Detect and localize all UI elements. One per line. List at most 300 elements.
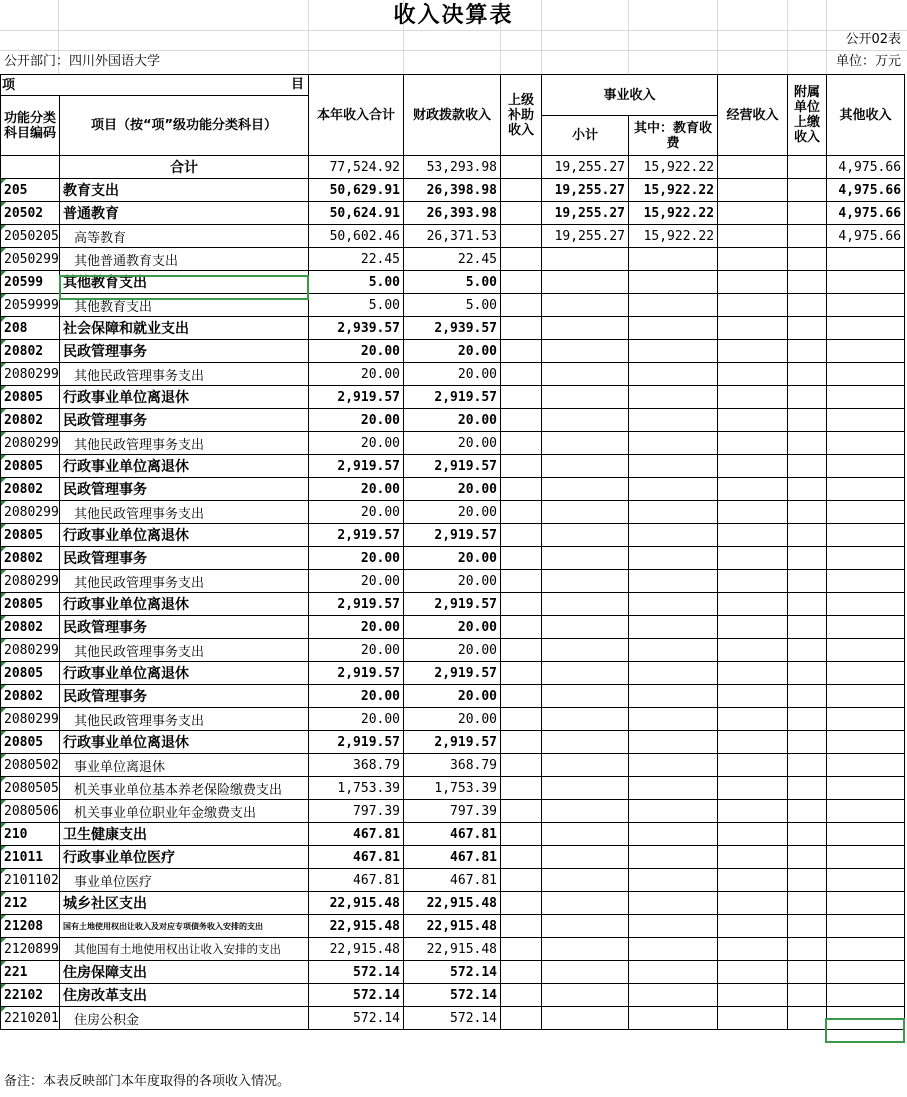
item-name-cell[interactable]: 其他民政管理事务支出	[60, 639, 309, 662]
total-cell[interactable]: 20.00	[309, 547, 404, 570]
code-cell[interactable]: 2080299	[1, 501, 60, 524]
operating-cell[interactable]	[718, 593, 788, 616]
affiliate-cell[interactable]	[788, 156, 827, 179]
other-cell[interactable]	[827, 478, 905, 501]
superior-cell[interactable]	[501, 409, 542, 432]
affiliate-cell[interactable]	[788, 455, 827, 478]
operating-cell[interactable]	[718, 225, 788, 248]
other-cell[interactable]	[827, 708, 905, 731]
affiliate-cell[interactable]	[788, 317, 827, 340]
code-cell[interactable]: 2080299	[1, 570, 60, 593]
fiscal-cell[interactable]: 20.00	[404, 501, 501, 524]
superior-cell[interactable]	[501, 179, 542, 202]
operating-cell[interactable]	[718, 340, 788, 363]
subtotal-cell[interactable]	[542, 317, 629, 340]
affiliate-cell[interactable]	[788, 570, 827, 593]
item-name-cell[interactable]: 民政管理事务	[60, 340, 309, 363]
code-cell[interactable]: 20802	[1, 340, 60, 363]
header-affiliate[interactable]: 附属单位上缴收入	[788, 75, 827, 156]
total-cell[interactable]: 20.00	[309, 432, 404, 455]
affiliate-cell[interactable]	[788, 754, 827, 777]
other-cell[interactable]	[827, 501, 905, 524]
superior-cell[interactable]	[501, 524, 542, 547]
affiliate-cell[interactable]	[788, 409, 827, 432]
header-edu-fee[interactable]: 其中：教育收费	[629, 116, 718, 156]
edu-fee-cell[interactable]	[629, 846, 718, 869]
subtotal-cell[interactable]	[542, 823, 629, 846]
superior-cell[interactable]	[501, 570, 542, 593]
item-name-cell[interactable]: 社会保障和就业支出	[60, 317, 309, 340]
total-cell[interactable]: 50,624.91	[309, 202, 404, 225]
edu-fee-cell[interactable]	[629, 1007, 718, 1030]
edu-fee-cell[interactable]	[629, 363, 718, 386]
other-cell[interactable]	[827, 386, 905, 409]
edu-fee-cell[interactable]	[629, 984, 718, 1007]
item-name-cell[interactable]: 其他民政管理事务支出	[60, 501, 309, 524]
superior-cell[interactable]	[501, 386, 542, 409]
code-cell[interactable]: 20502	[1, 202, 60, 225]
subtotal-cell[interactable]	[542, 846, 629, 869]
superior-cell[interactable]	[501, 478, 542, 501]
total-cell[interactable]: 2,919.57	[309, 524, 404, 547]
fiscal-cell[interactable]: 20.00	[404, 685, 501, 708]
item-name-cell[interactable]: 行政事业单位医疗	[60, 846, 309, 869]
item-name-cell[interactable]: 民政管理事务	[60, 616, 309, 639]
edu-fee-cell[interactable]	[629, 754, 718, 777]
item-name-cell[interactable]: 教育支出	[60, 179, 309, 202]
other-cell[interactable]	[827, 846, 905, 869]
item-name-cell[interactable]: 住房改革支出	[60, 984, 309, 1007]
operating-cell[interactable]	[718, 409, 788, 432]
edu-fee-cell[interactable]	[629, 869, 718, 892]
fiscal-cell[interactable]: 1,753.39	[404, 777, 501, 800]
fiscal-cell[interactable]: 22,915.48	[404, 938, 501, 961]
fiscal-cell[interactable]: 22,915.48	[404, 915, 501, 938]
superior-cell[interactable]	[501, 662, 542, 685]
code-cell[interactable]: 2120899	[1, 938, 60, 961]
edu-fee-cell[interactable]: 15,922.22	[629, 156, 718, 179]
code-cell[interactable]: 20805	[1, 386, 60, 409]
total-cell[interactable]: 2,919.57	[309, 386, 404, 409]
fiscal-cell[interactable]: 572.14	[404, 961, 501, 984]
code-cell[interactable]: 2101102	[1, 869, 60, 892]
code-cell[interactable]: 20805	[1, 593, 60, 616]
subtotal-cell[interactable]	[542, 685, 629, 708]
item-name-cell[interactable]: 行政事业单位离退休	[60, 524, 309, 547]
total-cell[interactable]: 368.79	[309, 754, 404, 777]
header-other[interactable]: 其他收入	[827, 75, 905, 156]
other-cell[interactable]	[827, 938, 905, 961]
other-cell[interactable]	[827, 547, 905, 570]
affiliate-cell[interactable]	[788, 202, 827, 225]
edu-fee-cell[interactable]	[629, 340, 718, 363]
edu-fee-cell[interactable]	[629, 639, 718, 662]
operating-cell[interactable]	[718, 639, 788, 662]
item-name-cell[interactable]: 行政事业单位离退休	[60, 662, 309, 685]
superior-cell[interactable]	[501, 915, 542, 938]
other-cell[interactable]	[827, 823, 905, 846]
fiscal-cell[interactable]: 20.00	[404, 409, 501, 432]
code-cell[interactable]: 2050299	[1, 248, 60, 271]
edu-fee-cell[interactable]	[629, 938, 718, 961]
edu-fee-cell[interactable]	[629, 547, 718, 570]
subtotal-cell[interactable]	[542, 616, 629, 639]
item-name-cell[interactable]: 民政管理事务	[60, 478, 309, 501]
affiliate-cell[interactable]	[788, 800, 827, 823]
operating-cell[interactable]	[718, 777, 788, 800]
total-cell[interactable]: 2,919.57	[309, 662, 404, 685]
code-cell[interactable]: 21011	[1, 846, 60, 869]
fiscal-cell[interactable]: 20.00	[404, 363, 501, 386]
superior-cell[interactable]	[501, 455, 542, 478]
other-cell[interactable]	[827, 639, 905, 662]
superior-cell[interactable]	[501, 363, 542, 386]
superior-cell[interactable]	[501, 294, 542, 317]
total-cell[interactable]: 20.00	[309, 409, 404, 432]
affiliate-cell[interactable]	[788, 340, 827, 363]
subtotal-cell[interactable]	[542, 501, 629, 524]
header-fiscal[interactable]: 财政拨款收入	[404, 75, 501, 156]
fiscal-cell[interactable]: 20.00	[404, 340, 501, 363]
operating-cell[interactable]	[718, 915, 788, 938]
subtotal-cell[interactable]	[542, 570, 629, 593]
other-cell[interactable]	[827, 271, 905, 294]
subtotal-cell[interactable]	[542, 271, 629, 294]
header-item-cell[interactable]	[1, 75, 309, 96]
subtotal-cell[interactable]	[542, 777, 629, 800]
total-cell[interactable]: 20.00	[309, 616, 404, 639]
superior-cell[interactable]	[501, 777, 542, 800]
fiscal-cell[interactable]: 2,919.57	[404, 386, 501, 409]
fiscal-cell[interactable]: 2,919.57	[404, 524, 501, 547]
edu-fee-cell[interactable]	[629, 823, 718, 846]
other-cell[interactable]	[827, 593, 905, 616]
code-cell[interactable]: 20802	[1, 616, 60, 639]
operating-cell[interactable]	[718, 1007, 788, 1030]
affiliate-cell[interactable]	[788, 524, 827, 547]
operating-cell[interactable]	[718, 501, 788, 524]
superior-cell[interactable]	[501, 501, 542, 524]
fiscal-cell[interactable]: 22.45	[404, 248, 501, 271]
other-cell[interactable]	[827, 616, 905, 639]
superior-cell[interactable]	[501, 317, 542, 340]
fiscal-cell[interactable]: 368.79	[404, 754, 501, 777]
fiscal-cell[interactable]: 5.00	[404, 271, 501, 294]
other-cell[interactable]	[827, 248, 905, 271]
code-cell[interactable]: 2210201	[1, 1007, 60, 1030]
total-cell[interactable]: 467.81	[309, 869, 404, 892]
item-name-cell[interactable]: 行政事业单位离退休	[60, 593, 309, 616]
header-total[interactable]: 本年收入合计	[309, 75, 404, 156]
affiliate-cell[interactable]	[788, 984, 827, 1007]
item-name-cell[interactable]: 卫生健康支出	[60, 823, 309, 846]
superior-cell[interactable]	[501, 754, 542, 777]
subtotal-cell[interactable]: 19,255.27	[542, 179, 629, 202]
fiscal-cell[interactable]: 2,919.57	[404, 455, 501, 478]
fiscal-cell[interactable]: 26,393.98	[404, 202, 501, 225]
affiliate-cell[interactable]	[788, 869, 827, 892]
code-cell[interactable]: 221	[1, 961, 60, 984]
subtotal-cell[interactable]	[542, 386, 629, 409]
fiscal-cell[interactable]: 572.14	[404, 1007, 501, 1030]
total-cell[interactable]: 22,915.48	[309, 938, 404, 961]
subtotal-cell[interactable]	[542, 294, 629, 317]
affiliate-cell[interactable]	[788, 294, 827, 317]
other-cell[interactable]	[827, 294, 905, 317]
total-cell[interactable]: 5.00	[309, 294, 404, 317]
total-cell[interactable]: 20.00	[309, 685, 404, 708]
superior-cell[interactable]	[501, 202, 542, 225]
superior-cell[interactable]	[501, 846, 542, 869]
header-business[interactable]: 事业收入	[542, 75, 718, 116]
affiliate-cell[interactable]	[788, 892, 827, 915]
total-cell[interactable]: 77,524.92	[309, 156, 404, 179]
affiliate-cell[interactable]	[788, 248, 827, 271]
operating-cell[interactable]	[718, 478, 788, 501]
affiliate-cell[interactable]	[788, 639, 827, 662]
affiliate-cell[interactable]	[788, 915, 827, 938]
fiscal-cell[interactable]: 22,915.48	[404, 892, 501, 915]
item-name-cell[interactable]: 其他民政管理事务支出	[60, 708, 309, 731]
total-cell[interactable]: 2,919.57	[309, 731, 404, 754]
fiscal-cell[interactable]: 2,919.57	[404, 731, 501, 754]
other-cell[interactable]	[827, 915, 905, 938]
code-cell[interactable]: 212	[1, 892, 60, 915]
other-cell[interactable]	[827, 340, 905, 363]
edu-fee-cell[interactable]	[629, 616, 718, 639]
subtotal-cell[interactable]	[542, 593, 629, 616]
subtotal-cell[interactable]	[542, 869, 629, 892]
code-cell[interactable]: 2080506	[1, 800, 60, 823]
item-name-cell[interactable]: 民政管理事务	[60, 409, 309, 432]
edu-fee-cell[interactable]	[629, 317, 718, 340]
affiliate-cell[interactable]	[788, 547, 827, 570]
operating-cell[interactable]	[718, 754, 788, 777]
item-name-cell[interactable]: 住房保障支出	[60, 961, 309, 984]
affiliate-cell[interactable]	[788, 938, 827, 961]
other-cell[interactable]	[827, 800, 905, 823]
item-name-cell[interactable]: 城乡社区支出	[60, 892, 309, 915]
operating-cell[interactable]	[718, 892, 788, 915]
edu-fee-cell[interactable]	[629, 455, 718, 478]
subtotal-cell[interactable]	[542, 1007, 629, 1030]
other-cell[interactable]: 4,975.66	[827, 179, 905, 202]
total-cell[interactable]: 797.39	[309, 800, 404, 823]
item-name-cell[interactable]: 行政事业单位离退休	[60, 731, 309, 754]
subtotal-cell[interactable]	[542, 800, 629, 823]
total-cell[interactable]: 50,629.91	[309, 179, 404, 202]
edu-fee-cell[interactable]	[629, 777, 718, 800]
item-name-cell[interactable]: 机关事业单位基本养老保险缴费支出	[60, 777, 309, 800]
total-cell[interactable]: 20.00	[309, 340, 404, 363]
operating-cell[interactable]	[718, 846, 788, 869]
subtotal-cell[interactable]	[542, 938, 629, 961]
total-cell[interactable]: 467.81	[309, 823, 404, 846]
other-cell[interactable]: 4,975.66	[827, 156, 905, 179]
fiscal-cell[interactable]: 26,398.98	[404, 179, 501, 202]
edu-fee-cell[interactable]	[629, 501, 718, 524]
edu-fee-cell[interactable]	[629, 432, 718, 455]
other-cell[interactable]	[827, 662, 905, 685]
total-cell[interactable]: 572.14	[309, 984, 404, 1007]
operating-cell[interactable]	[718, 248, 788, 271]
total-cell[interactable]: 22,915.48	[309, 915, 404, 938]
subtotal-cell[interactable]	[542, 547, 629, 570]
affiliate-cell[interactable]	[788, 823, 827, 846]
affiliate-cell[interactable]	[788, 708, 827, 731]
code-cell[interactable]: 20805	[1, 662, 60, 685]
superior-cell[interactable]	[501, 823, 542, 846]
total-cell[interactable]: 1,753.39	[309, 777, 404, 800]
superior-cell[interactable]	[501, 892, 542, 915]
superior-cell[interactable]	[501, 639, 542, 662]
item-name-cell[interactable]: 行政事业单位离退休	[60, 386, 309, 409]
other-cell[interactable]	[827, 1007, 905, 1030]
other-cell[interactable]	[827, 409, 905, 432]
subtotal-cell[interactable]	[542, 524, 629, 547]
header-name[interactable]: 项目（按“项”级功能分类科目）	[60, 96, 309, 156]
total-cell[interactable]: 467.81	[309, 846, 404, 869]
item-name-cell[interactable]: 行政事业单位离退休	[60, 455, 309, 478]
item-name-cell[interactable]: 其他教育支出	[60, 294, 309, 317]
edu-fee-cell[interactable]	[629, 593, 718, 616]
other-cell[interactable]	[827, 892, 905, 915]
code-cell[interactable]: 20802	[1, 685, 60, 708]
code-cell[interactable]	[1, 156, 60, 179]
superior-cell[interactable]	[501, 340, 542, 363]
affiliate-cell[interactable]	[788, 225, 827, 248]
fiscal-cell[interactable]: 467.81	[404, 823, 501, 846]
code-cell[interactable]: 22102	[1, 984, 60, 1007]
subtotal-cell[interactable]	[542, 409, 629, 432]
superior-cell[interactable]	[501, 225, 542, 248]
item-name-cell[interactable]: 合计	[60, 156, 309, 179]
edu-fee-cell[interactable]	[629, 708, 718, 731]
affiliate-cell[interactable]	[788, 777, 827, 800]
item-name-cell[interactable]: 住房公积金	[60, 1007, 309, 1030]
item-name-cell[interactable]: 其他教育支出	[60, 271, 309, 294]
affiliate-cell[interactable]	[788, 593, 827, 616]
fiscal-cell[interactable]: 26,371.53	[404, 225, 501, 248]
code-cell[interactable]: 2080299	[1, 639, 60, 662]
subtotal-cell[interactable]	[542, 754, 629, 777]
affiliate-cell[interactable]	[788, 432, 827, 455]
other-cell[interactable]: 4,975.66	[827, 225, 905, 248]
other-cell[interactable]	[827, 869, 905, 892]
edu-fee-cell[interactable]	[629, 524, 718, 547]
fiscal-cell[interactable]: 797.39	[404, 800, 501, 823]
operating-cell[interactable]	[718, 731, 788, 754]
edu-fee-cell[interactable]	[629, 685, 718, 708]
edu-fee-cell[interactable]	[629, 386, 718, 409]
fiscal-cell[interactable]: 467.81	[404, 869, 501, 892]
other-cell[interactable]	[827, 961, 905, 984]
edu-fee-cell[interactable]	[629, 248, 718, 271]
code-cell[interactable]: 2080299	[1, 363, 60, 386]
edu-fee-cell[interactable]	[629, 294, 718, 317]
subtotal-cell[interactable]	[542, 432, 629, 455]
operating-cell[interactable]	[718, 800, 788, 823]
operating-cell[interactable]	[718, 823, 788, 846]
code-cell[interactable]: 2080502	[1, 754, 60, 777]
affiliate-cell[interactable]	[788, 616, 827, 639]
operating-cell[interactable]	[718, 271, 788, 294]
code-cell[interactable]: 20805	[1, 524, 60, 547]
superior-cell[interactable]	[501, 1007, 542, 1030]
other-cell[interactable]	[827, 731, 905, 754]
fiscal-cell[interactable]: 467.81	[404, 846, 501, 869]
other-cell[interactable]	[827, 432, 905, 455]
code-cell[interactable]: 20802	[1, 547, 60, 570]
subtotal-cell[interactable]	[542, 363, 629, 386]
item-name-cell[interactable]: 其他民政管理事务支出	[60, 432, 309, 455]
operating-cell[interactable]	[718, 708, 788, 731]
item-name-cell[interactable]: 机关事业单位职业年金缴费支出	[60, 800, 309, 823]
subtotal-cell[interactable]	[542, 455, 629, 478]
superior-cell[interactable]	[501, 685, 542, 708]
header-superior[interactable]: 上级补助收入	[501, 75, 542, 156]
fiscal-cell[interactable]: 20.00	[404, 547, 501, 570]
superior-cell[interactable]	[501, 961, 542, 984]
other-cell[interactable]	[827, 685, 905, 708]
subtotal-cell[interactable]	[542, 639, 629, 662]
item-name-cell[interactable]: 国有土地使用权出让收入及对应专项债务收入安排的支出	[60, 915, 309, 938]
fiscal-cell[interactable]: 2,919.57	[404, 593, 501, 616]
operating-cell[interactable]	[718, 961, 788, 984]
code-cell[interactable]: 20805	[1, 731, 60, 754]
operating-cell[interactable]	[718, 294, 788, 317]
code-cell[interactable]: 208	[1, 317, 60, 340]
affiliate-cell[interactable]	[788, 501, 827, 524]
edu-fee-cell[interactable]	[629, 409, 718, 432]
subtotal-cell[interactable]: 19,255.27	[542, 225, 629, 248]
edu-fee-cell[interactable]: 15,922.22	[629, 225, 718, 248]
item-name-cell[interactable]: 事业单位离退休	[60, 754, 309, 777]
operating-cell[interactable]	[718, 455, 788, 478]
fiscal-cell[interactable]: 20.00	[404, 432, 501, 455]
fiscal-cell[interactable]: 5.00	[404, 294, 501, 317]
affiliate-cell[interactable]	[788, 478, 827, 501]
operating-cell[interactable]	[718, 685, 788, 708]
code-cell[interactable]: 205	[1, 179, 60, 202]
subtotal-cell[interactable]	[542, 478, 629, 501]
superior-cell[interactable]	[501, 984, 542, 1007]
edu-fee-cell[interactable]	[629, 731, 718, 754]
edu-fee-cell[interactable]	[629, 961, 718, 984]
operating-cell[interactable]	[718, 938, 788, 961]
total-cell[interactable]: 20.00	[309, 363, 404, 386]
item-name-cell[interactable]: 其他民政管理事务支出	[60, 363, 309, 386]
subtotal-cell[interactable]	[542, 731, 629, 754]
item-name-cell[interactable]: 普通教育	[60, 202, 309, 225]
fiscal-cell[interactable]: 20.00	[404, 570, 501, 593]
operating-cell[interactable]	[718, 432, 788, 455]
total-cell[interactable]: 572.14	[309, 961, 404, 984]
total-cell[interactable]: 2,919.57	[309, 455, 404, 478]
subtotal-cell[interactable]	[542, 662, 629, 685]
superior-cell[interactable]	[501, 708, 542, 731]
subtotal-cell[interactable]	[542, 892, 629, 915]
fiscal-cell[interactable]: 20.00	[404, 478, 501, 501]
item-name-cell[interactable]: 其他国有土地使用权出让收入安排的支出	[60, 938, 309, 961]
fiscal-cell[interactable]: 2,919.57	[404, 662, 501, 685]
superior-cell[interactable]	[501, 432, 542, 455]
operating-cell[interactable]	[718, 662, 788, 685]
item-name-cell[interactable]: 事业单位医疗	[60, 869, 309, 892]
total-cell[interactable]: 20.00	[309, 501, 404, 524]
operating-cell[interactable]	[718, 524, 788, 547]
edu-fee-cell[interactable]	[629, 478, 718, 501]
